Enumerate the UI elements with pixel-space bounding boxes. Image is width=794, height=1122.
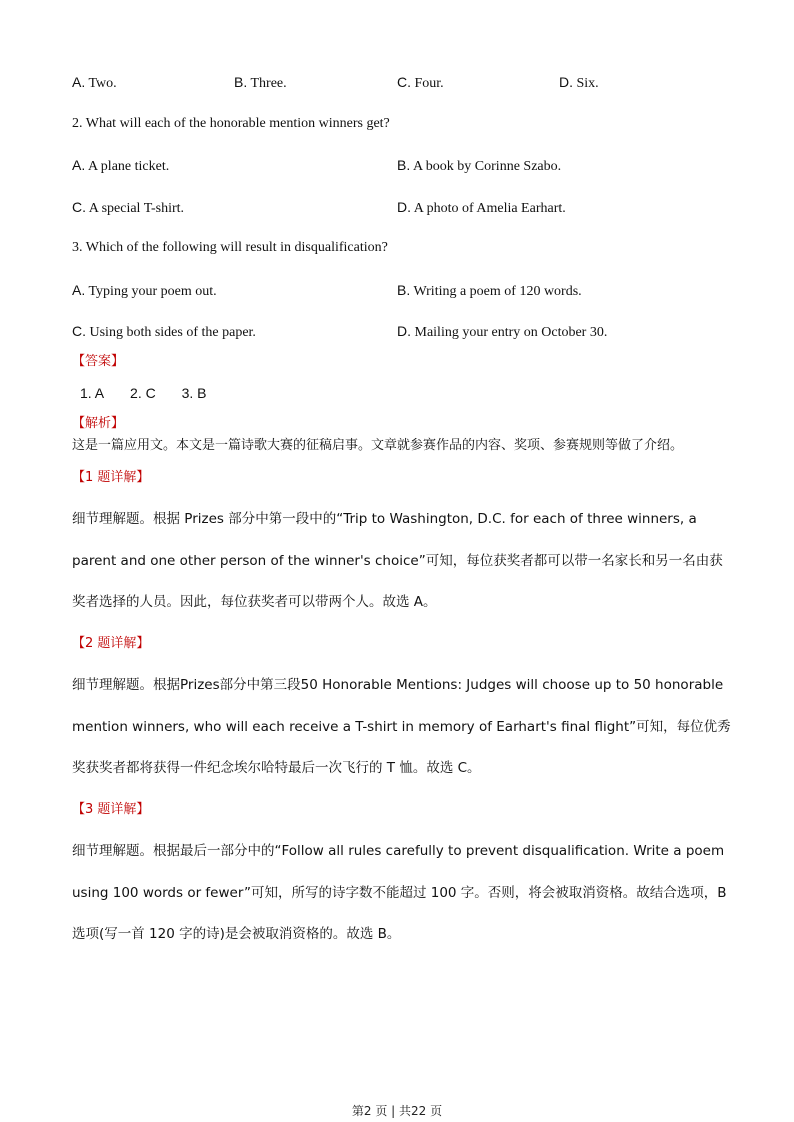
detail2-text: 细节理解题。根据Prizes部分中第三段50 Honorable Mentions: Judges will choose up to 50 honorable mention winners, who will each receive a T-shirt in memory of Earhart's final flight”可知，每位优秀奖获奖者都将获得一件纪念埃尔哈特最后一次飞行的 T 恤。故选 C。 — [72, 677, 731, 776]
q1-option-a — [72, 72, 117, 94]
option-letter: C. — [72, 323, 86, 339]
answer-item: 1. A — [80, 385, 105, 401]
option-letter: D. — [397, 323, 411, 339]
q2-option-b — [397, 155, 561, 177]
option-text: Using both sides of the paper. — [89, 325, 256, 340]
option-letter: D. — [397, 199, 411, 215]
detail3-heading: 【3 题详解】 — [72, 802, 150, 817]
option-text: Typing your poem out. — [88, 284, 217, 299]
answer-item: 3. B — [181, 385, 207, 401]
option-text: Three. — [250, 76, 287, 91]
option-text: Writing a poem of 120 words. — [413, 284, 582, 299]
q1-option-d — [559, 72, 599, 94]
q3-option-b — [397, 280, 582, 302]
q1-option-b — [234, 72, 287, 94]
answer-heading: 【答案】 — [72, 354, 125, 369]
detail1-text: 细节理解题。根据 Prizes 部分中第一段中的“Trip to Washington, D.C. for each of three winners, a parent and one other person of the winner's choice”可知，每位获奖者都可以带一名家长和另一名由获奖者选择的人员。因此，每位获奖者可以带两个人。故选 A。 — [72, 511, 723, 610]
q2-stem: 2. What will each of the honorable mention winners get? — [72, 116, 390, 131]
detail1-heading: 【1 题详解】 — [72, 470, 150, 485]
option-letter: B. — [397, 157, 411, 173]
q2-option-a — [72, 155, 169, 177]
option-letter: B. — [397, 282, 411, 298]
answer-item: 2. C — [130, 385, 156, 401]
option-text: Two. — [88, 76, 117, 91]
option-text: Mailing your entry on October 30. — [414, 325, 608, 340]
analysis-text: 这是一篇应用文。本文是一篇诗歌大赛的征稿启事。文章就参赛作品的内容、奖项、参赛规则等做了介绍。 — [72, 438, 684, 453]
option-letter: C. — [397, 74, 411, 90]
option-text: A plane ticket. — [87, 159, 170, 174]
q2-option-d — [397, 197, 566, 219]
option-letter: A. — [72, 282, 86, 298]
detail2-heading: 【2 题详解】 — [72, 636, 150, 651]
page-footer: 第2 页 | 共22 页 — [351, 1104, 443, 1118]
option-text: A photo of Amelia Earhart. — [413, 201, 566, 216]
q3-stem: 3. Which of the following will result in disqualification? — [72, 240, 388, 255]
option-text: A book by Corinne Szabo. — [412, 159, 562, 174]
q3-option-d — [397, 321, 607, 343]
detail3-text: 细节理解题。根据最后一部分中的“Follow all rules carefully to prevent disqualification. Write a poem using 100 words or fewer”可知，所写的诗字数不能超过 100 字。否则，将会被取消资格。故结合选项，B 选项(写一首 120 字的诗)是会被取消资格的。故选 B。 — [72, 843, 727, 942]
option-letter: C. — [72, 199, 86, 215]
option-letter: D. — [559, 74, 573, 90]
option-letter: A. — [72, 157, 86, 173]
option-text: Six. — [576, 76, 599, 91]
q2-option-c — [72, 197, 184, 219]
answer-list — [80, 385, 229, 401]
option-letter: B. — [234, 74, 248, 90]
q1-option-c — [397, 72, 444, 94]
q3-option-c — [72, 321, 256, 343]
option-text: A special T-shirt. — [88, 201, 185, 216]
analysis-heading: 【解析】 — [72, 416, 125, 431]
option-text: Four. — [414, 76, 444, 91]
option-letter: A. — [72, 74, 86, 90]
q3-option-a — [72, 280, 217, 302]
